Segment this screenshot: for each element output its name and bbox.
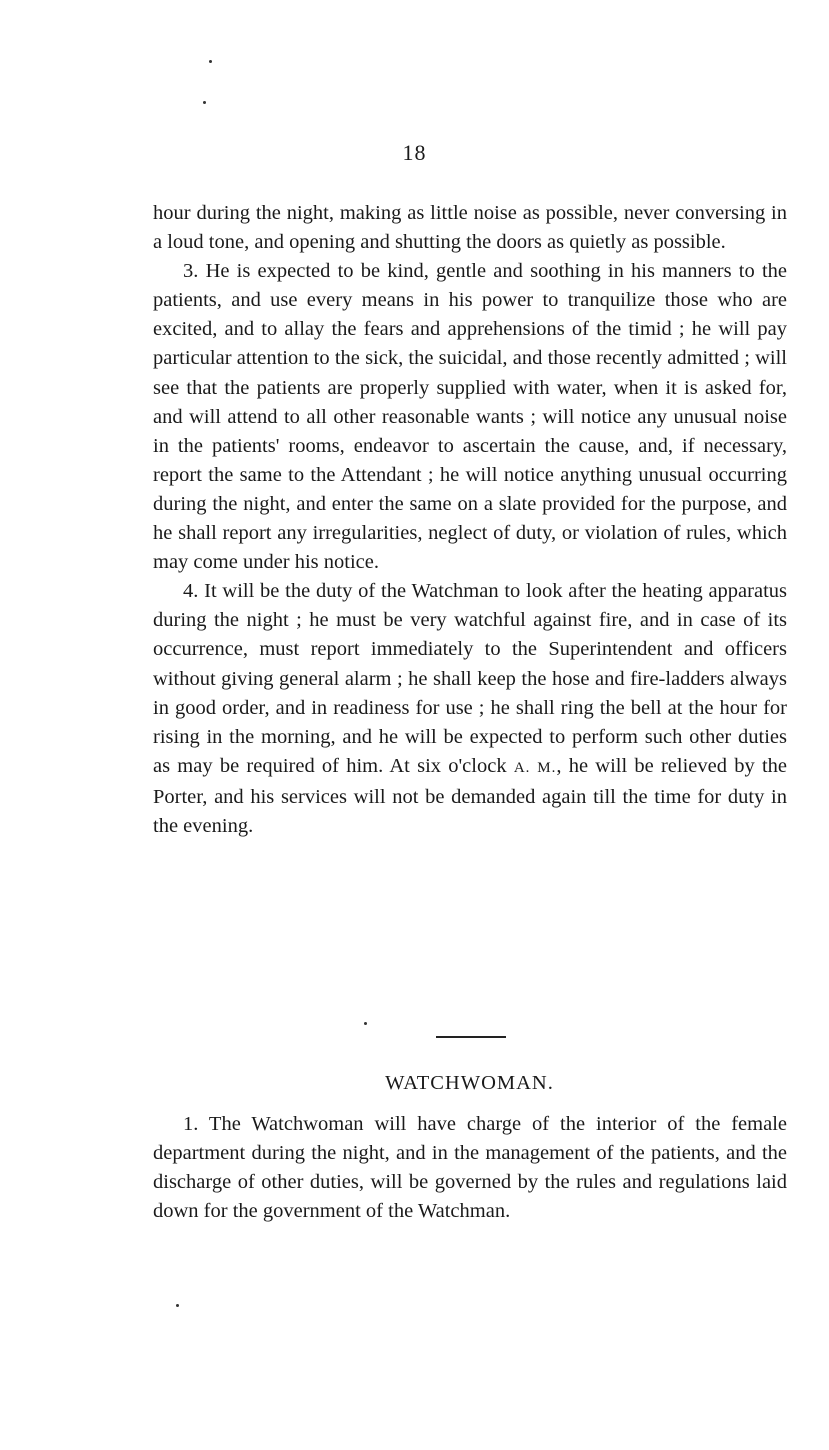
print-speck xyxy=(364,1022,367,1025)
print-speck xyxy=(176,1304,179,1307)
section-heading: WATCHWOMAN. xyxy=(385,1072,554,1094)
paragraph-rule-4 xyxy=(153,577,787,841)
print-speck xyxy=(203,101,206,104)
page-number: 18 xyxy=(402,140,427,165)
rule-4-text-after: , he will be relieved by the Porter, and his services will not be demanded again till the time for duty in the evening. xyxy=(153,754,787,837)
time-abbreviation: A. M. xyxy=(513,759,557,776)
body-text-top xyxy=(153,199,787,841)
paragraph-rule-3: 3. He is expected to be kind, gentle and soothing in his manners to the patients, and use every means in his power to tranquilize those who are excited, and to allay the fears and apprehensions of the timid ; he will pay particular attention to the sick, the suicidal, and those recently admitted ; will see that the patients are properly supplied with water, when it is asked for, and will attend to all other reasonable wants ; will notice any unusual noise in the patients' rooms, endeavor to ascertain the cause, and, if necessary, report the same to the Attendant ; he will notice anything unusual occurring during the night, and enter the same on a slate provided for the purpose, and he shall report any irregularities, neglect of duty, or violation of rules, which may come under his notice. xyxy=(153,260,787,574)
rule-4-text-before: 4. It will be the duty of the Watchman to look after the heating apparatus during the night ; he must be very watchful against fire, and in case of its occurrence, must report immediately to the Superintendent and officers without giving general alarm ; he shall keep the hose and fire-ladders always in good order, and in readiness for use ; he shall ring the bell at the hour for rising in the morning, and he will be expected to perform such other duties as may be required of him. At six o'clock xyxy=(153,580,787,777)
paragraph-watchwoman-rule-1: 1. The Watchwoman will have charge of the interior of the female department during the night, and in the management of the patients, and the discharge of other duties, will be governed by the rules and regulations laid down for the government of the Watchman. xyxy=(153,1113,787,1223)
print-speck xyxy=(209,60,212,63)
paragraph-continuation: hour during the night, making as little noise as possible, never conversing in a loud tone, and opening and shutting the doors as quietly as possible. xyxy=(153,202,787,254)
section-divider xyxy=(436,1036,506,1038)
body-text-bottom xyxy=(153,1110,787,1226)
